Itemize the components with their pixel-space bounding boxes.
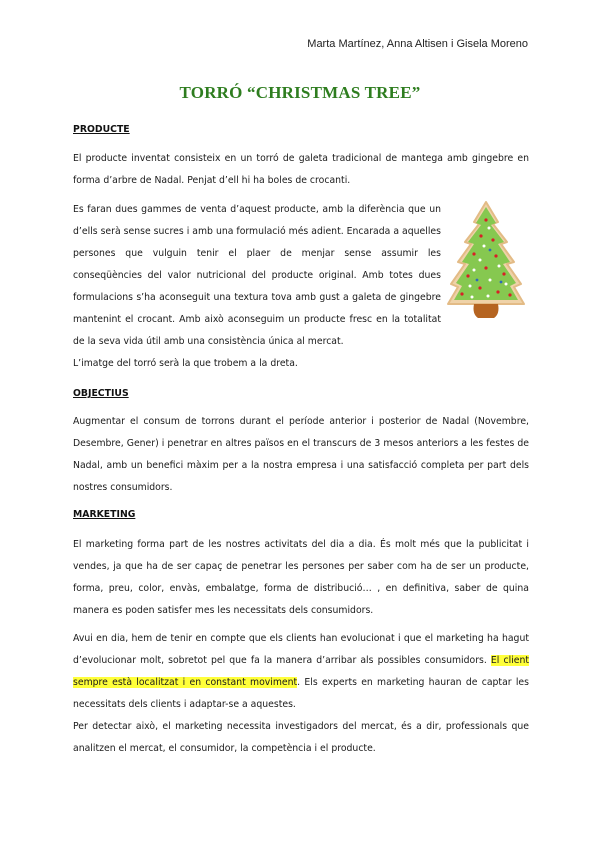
marketing-paragraph-2-start: Avui en dia, hem de tenir en compte que els clients han evolucionat i que el marketing ha hagut d’evolucionar molt, sobretot pel que fa la manera d’arribar als possibles consumidors. bbox=[73, 633, 529, 666]
heading-marketing: MARKETING bbox=[73, 509, 136, 520]
authors-header: Marta Martínez, Anna Altisen i Gisela Moreno bbox=[307, 38, 528, 50]
producte-paragraph-3: L’imatge del torró serà la que trobem a la dreta. bbox=[73, 358, 298, 369]
heading-objectius: OBJECTIUS bbox=[73, 388, 129, 399]
heading-producte: PRODUCTE bbox=[73, 124, 130, 135]
document-title: TORRÓ “CHRISTMAS TREE” bbox=[179, 83, 421, 102]
objectius-paragraph: Augmentar el consum de torrons durant el període anterior i posterior de Nadal (Novembre, Desembre, Gener) i penetrar en altres països en el transcurs de 3 mesos anteriors a les festes de Nadal, amb un benefici màxim per a la nostra empresa i una satisfacció completa per part dels nostres consumidors. bbox=[73, 416, 529, 493]
marketing-paragraph-3: Per detectar això, el marketing necessita investigadors del mercat, és a dir, professionals que analitzen el mercat, el consumidor, la competència i el producte. bbox=[73, 721, 529, 754]
marketing-paragraph-2-end: . Els experts en marketing hauran de captar les necessitats dels clients i adaptar-se a aquestes. bbox=[73, 677, 529, 710]
producte-paragraph-2: Es faran dues gammes de venta d’aquest producte, amb la diferència que un d’ells serà sense sucres i amb una formulació més adient. Encarada a aquelles persones que vulguin tenir el plaer de menjar sense assumir les conseqüències del valor nutricional del producte original. Amb totes dues formulacions s’ha aconseguit una textura tova amb gust a galeta de gingebre mantenint el crocant. Amb això aconseguim un producte fresc en la totalitat de la seva vida útil amb una consistència única al mercat. bbox=[73, 204, 441, 347]
marketing-paragraph-1: El marketing forma part de les nostres activitats del dia a dia. És molt més que la publicitat i vendes, ja que ha de ser capaç de penetrar les persones per saber com ha de ser un producte, forma, preu, color, envàs, embalatge, forma de distribució… , en definitiva, saber de quina manera es poden satisfer mes les necessitats dels consumidors. bbox=[73, 539, 529, 616]
producte-paragraph-1: El producte inventat consisteix en un torró de galeta tradicional de mantega amb gingebre en forma d’arbre de Nadal. Penjat d’ell hi ha boles de crocanti. bbox=[73, 153, 529, 186]
highlighted-text: El client sempre està localitzat i en constant moviment bbox=[73, 655, 529, 688]
marketing-paragraph-2 bbox=[73, 628, 529, 716]
christmas-tree-cookie-icon bbox=[444, 196, 528, 326]
